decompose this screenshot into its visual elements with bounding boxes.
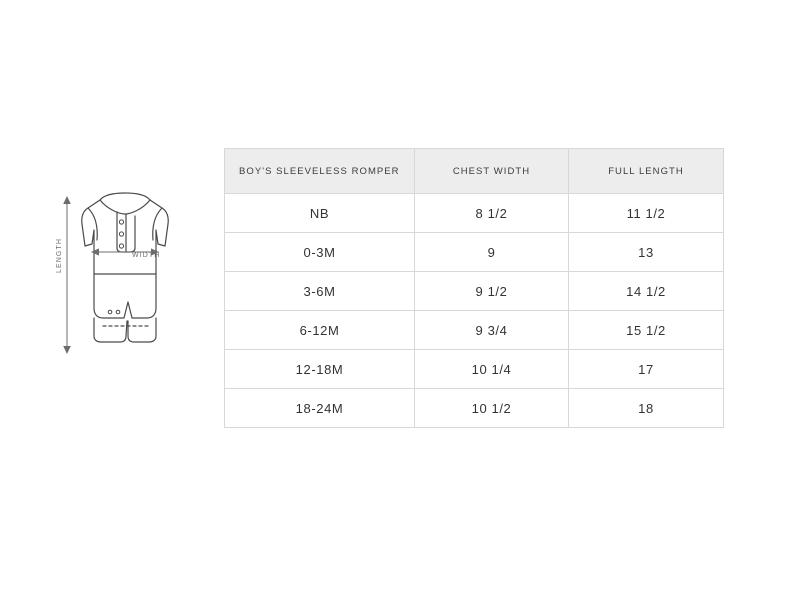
cell-chest: 10 1/4 bbox=[415, 350, 569, 389]
cell-chest: 9 3/4 bbox=[415, 311, 569, 350]
garment-diagram bbox=[48, 190, 198, 365]
romper-illustration bbox=[70, 190, 180, 360]
cell-size: NB bbox=[225, 194, 415, 233]
cell-chest: 9 bbox=[415, 233, 569, 272]
cell-length: 17 bbox=[569, 350, 724, 389]
cell-size: 12-18M bbox=[225, 350, 415, 389]
header-chest-width: CHEST WIDTH bbox=[415, 149, 569, 194]
cell-size: 18-24M bbox=[225, 389, 415, 428]
header-product: BOY'S SLEEVELESS ROMPER bbox=[225, 149, 415, 194]
width-label: WIDTH bbox=[132, 252, 161, 259]
table-header-row bbox=[225, 149, 724, 194]
cell-length: 11 1/2 bbox=[569, 194, 724, 233]
table-row bbox=[225, 233, 724, 272]
table-row bbox=[225, 272, 724, 311]
cell-length: 18 bbox=[569, 389, 724, 428]
cell-length: 13 bbox=[569, 233, 724, 272]
cell-size: 3-6M bbox=[225, 272, 415, 311]
table-row bbox=[225, 194, 724, 233]
cell-chest: 8 1/2 bbox=[415, 194, 569, 233]
table-row bbox=[225, 350, 724, 389]
cell-length: 14 1/2 bbox=[569, 272, 724, 311]
cell-chest: 10 1/2 bbox=[415, 389, 569, 428]
cell-chest: 9 1/2 bbox=[415, 272, 569, 311]
size-chart-table bbox=[224, 148, 724, 428]
table-row bbox=[225, 389, 724, 428]
cell-size: 0-3M bbox=[225, 233, 415, 272]
header-full-length: FULL LENGTH bbox=[569, 149, 724, 194]
cell-length: 15 1/2 bbox=[569, 311, 724, 350]
length-label: LENGTH bbox=[56, 238, 63, 273]
table-row bbox=[225, 311, 724, 350]
cell-size: 6-12M bbox=[225, 311, 415, 350]
